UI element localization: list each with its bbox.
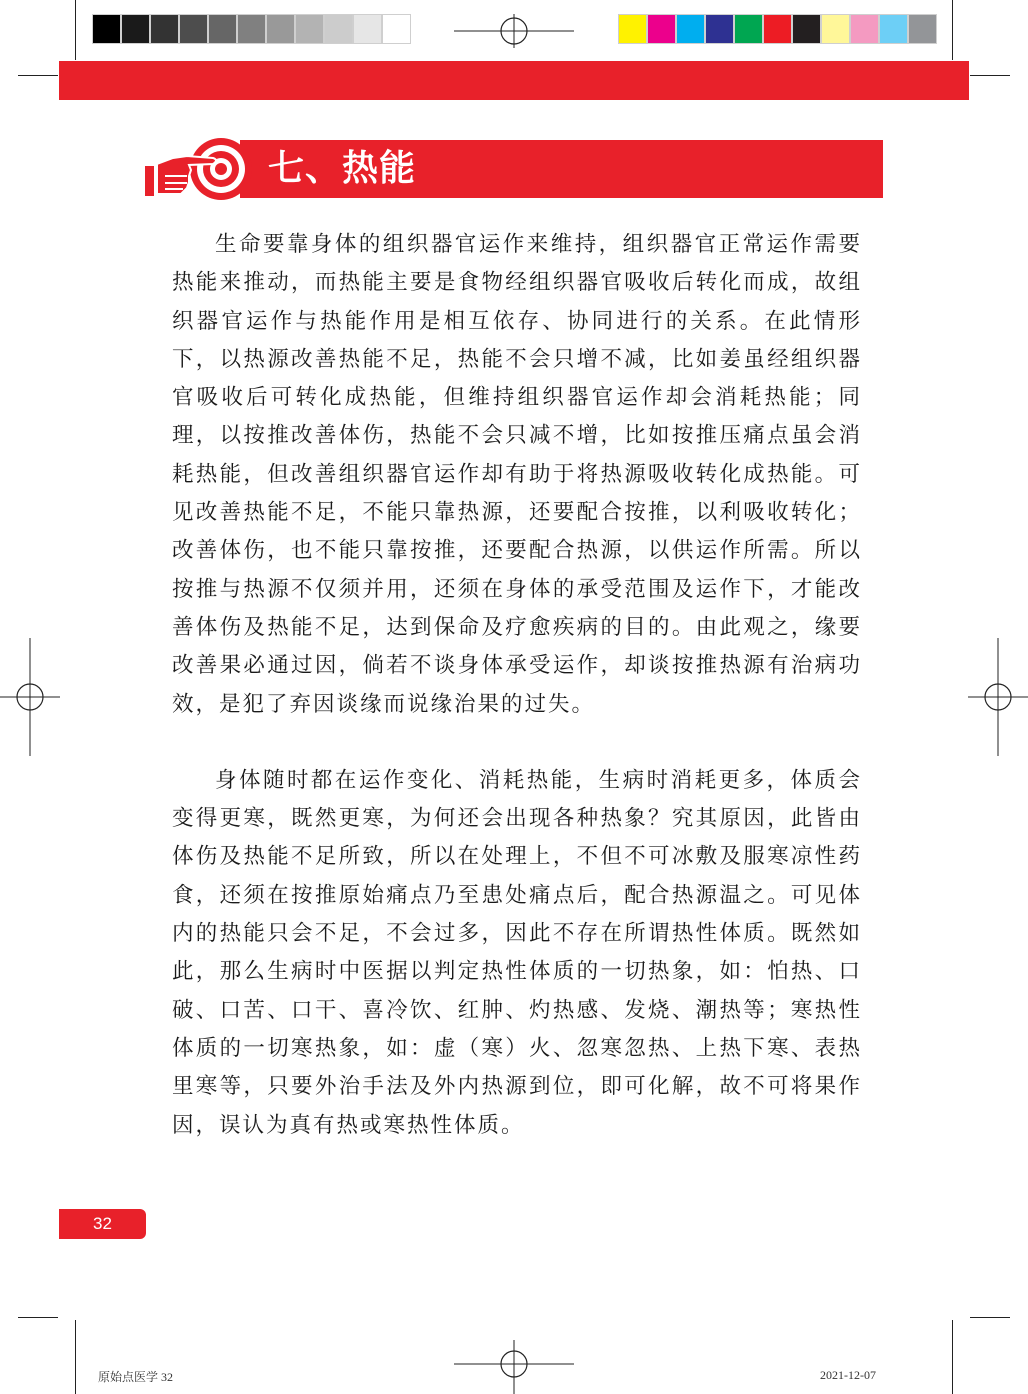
crop-mark — [970, 75, 1010, 76]
color-swatch — [295, 14, 324, 44]
color-swatch — [179, 14, 208, 44]
color-swatch — [382, 14, 411, 44]
color-swatch — [92, 14, 121, 44]
chapter-title: 七、热能 — [268, 148, 417, 189]
paragraph: 身体随时都在运作变化、消耗热能，生病时消耗更多，体质会变得更寒，既然更寒，为何还会出现各种热象？究其原因，此皆由体伤及热能不足所致，所以在处理上，不但不可冰敷及服寒凉性药食，还须在按推原始痛点乃至患处痛点后，配合热源温之。可见体内的热能只会不足，不会过多，因此不存在所谓热性体质。既然如此，那么生病时中医据以判定热性体质的一切热象，如：怕热、口破、口苦、口干、喜冷饮、红肿、灼热感、发烧、潮热等；寒热性体质的一切寒热象，如：虚（寒）火、忽寒忽热、上热下寒、表热里寒等，只要外治手法及外内热源到位，即可化解，故不可将果作因，误认为真有热或寒热性体质。 — [172, 767, 862, 1138]
color-swatch — [763, 14, 792, 44]
gray-calibration-bar — [92, 14, 411, 44]
color-swatch — [676, 14, 705, 44]
crop-mark — [18, 75, 58, 76]
color-swatch — [353, 14, 382, 44]
footer-file-label: 原始点医学 32 — [98, 1370, 174, 1384]
color-calibration-bar — [618, 14, 937, 44]
color-swatch — [618, 14, 647, 44]
color-swatch — [324, 14, 353, 44]
registration-mark-icon — [0, 638, 60, 756]
color-swatch — [734, 14, 763, 44]
page-number: 32 — [59, 1209, 146, 1239]
crop-mark — [952, 1320, 953, 1394]
crop-mark — [18, 1317, 58, 1318]
color-swatch — [821, 14, 850, 44]
header-band — [59, 61, 969, 100]
color-swatch — [208, 14, 237, 44]
registration-mark-icon — [454, 1340, 574, 1394]
color-swatch — [150, 14, 179, 44]
color-swatch — [908, 14, 937, 44]
color-swatch — [121, 14, 150, 44]
color-swatch — [850, 14, 879, 44]
crop-mark — [75, 1320, 76, 1394]
registration-mark-icon — [968, 638, 1028, 756]
crop-mark — [970, 1317, 1010, 1318]
color-swatch — [647, 14, 676, 44]
color-swatch — [705, 14, 734, 44]
pointing-hand-target-icon — [143, 136, 255, 202]
color-swatch — [792, 14, 821, 44]
color-swatch — [237, 14, 266, 44]
paragraph: 生命要靠身体的组织器官运作来维持，组织器官正常运作需要热能来推动，而热能主要是食物经组织器官吸收后转化而成，故组织器官运作与热能作用是相互依存、协同进行的关系。在此情形下，以热源改善热能不足，热能不会只增不减，比如姜虽经组织器官吸收后可转化成热能，但维持组织器官运作却会消耗热能；同理，以按推改善体伤，热能不会只减不增，比如按推压痛点虽会消耗热能，但改善组织器官运作却有助于将热源吸收转化成热能。可见改善热能不足，不能只靠热源，还要配合按推，以利吸收转化；改善体伤，也不能只靠按推，还要配合热源，以供运作所需。所以按推与热源不仅须并用，还须在身体的承受范围及运作下，才能改善体伤及热能不足，达到保命及疗愈疾病的目的。由此观之，缘要改善果必通过因，倘若不谈身体承受运作，却谈按推热源有治病功效，是犯了弃因谈缘而说缘治果的过失。 — [172, 232, 862, 717]
body-text — [172, 226, 862, 1145]
crop-mark — [75, 0, 76, 60]
color-swatch — [879, 14, 908, 44]
footer-date: 2021-12-07 — [820, 1368, 876, 1382]
crop-mark — [952, 0, 953, 60]
registration-mark-icon — [454, 14, 574, 48]
color-swatch — [266, 14, 295, 44]
